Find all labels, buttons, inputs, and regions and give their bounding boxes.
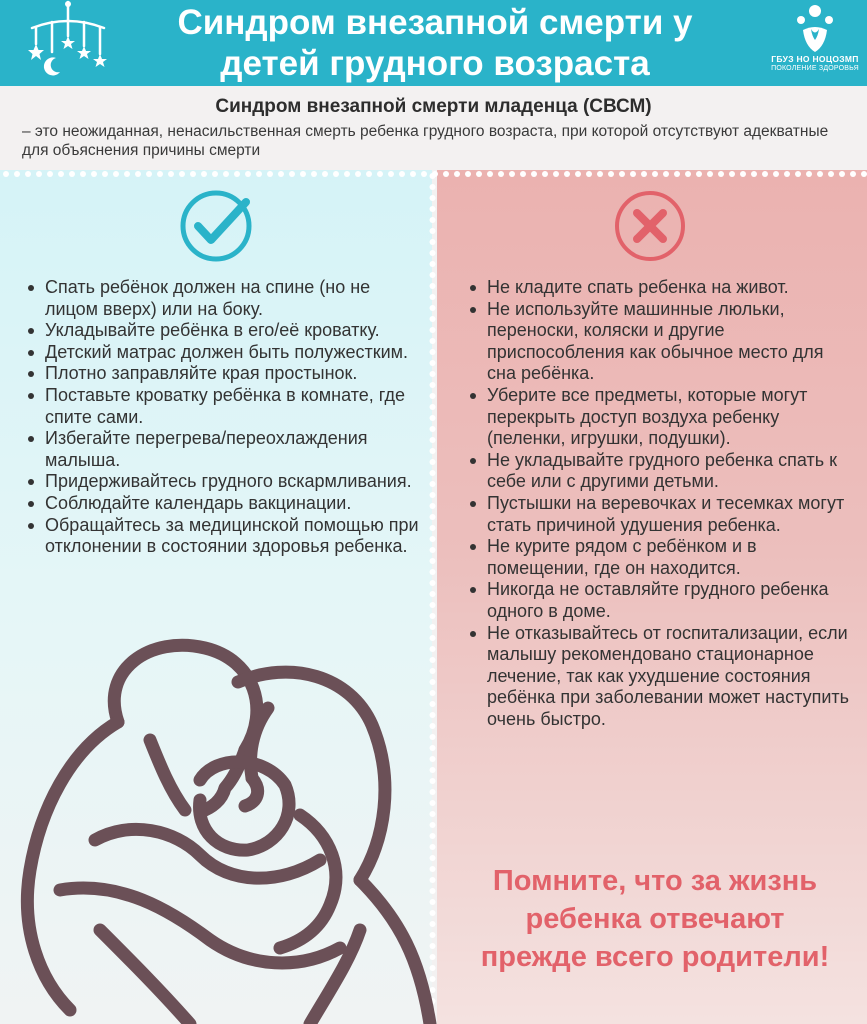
do-item: Соблюдайте календарь вакцинации.	[23, 493, 421, 515]
do-list	[23, 277, 421, 558]
definition-text: – это неожиданная, ненасильственная смерть ребенка грудного возраста, при которой отсутствуют адекватные для объяснения причины смерти	[22, 123, 829, 159]
do-item: Избегайте перегрева/переохлаждения малыша.	[23, 428, 421, 471]
reminder-line: прежде всего родители!	[480, 941, 830, 973]
do-item: Обращайтесь за медицинской помощью при отклонении в состоянии здоровья ребенка.	[23, 515, 421, 558]
reminder-line: Помните, что за жизнь	[492, 865, 818, 897]
do-item: Укладывайте ребёнка в его/её кроватку.	[23, 320, 421, 342]
dont-item: Не кладите спать ребенка на живот.	[465, 277, 855, 299]
dont-item: Пустышки на веревочках и тесемках могут стать причиной удушения ребенка.	[465, 493, 855, 536]
reminder-line: ребенка отвечают	[525, 903, 785, 935]
definition-title: Синдром внезапной смерти младенца (СВСМ)	[215, 96, 652, 117]
do-item: Детский матрас должен быть полужестким.	[23, 342, 421, 364]
dont-list	[465, 277, 855, 730]
organization-logo	[765, 2, 865, 72]
dont-item: Не отказывайтесь от госпитализации, если малышу рекомендовано стационарное лечение, так как ухудшение состояния ребёнка при заболевании может наступить очень быстро.	[465, 623, 855, 731]
family-logo-icon	[785, 2, 845, 54]
reminder-message	[450, 862, 860, 976]
baby-mobile-icon	[22, 0, 112, 84]
do-item: Придерживайтесь грудного вскармливания.	[23, 471, 421, 493]
do-item: Поставьте кроватку ребёнка в комнате, где спите сами.	[23, 385, 421, 428]
header-banner	[0, 0, 867, 86]
dont-item: Никогда не оставляйте грудного ребенка одного в доме.	[465, 579, 855, 622]
dont-item: Уберите все предметы, которые могут перекрыть доступ воздуха ребенку (пеленки, игрушки, подушки).	[465, 385, 855, 450]
do-item: Спать ребёнок должен на спине (но не лицом вверх) или на боку.	[23, 277, 421, 320]
logo-subtitle: ПОКОЛЕНИЕ ЗДОРОВЬЯ	[771, 65, 859, 72]
dont-item: Не укладывайте грудного ребенка спать к себе или с другими детьми.	[465, 450, 855, 493]
parents-holding-baby-illustration	[0, 630, 445, 1024]
do-item: Плотно заправляйте края простынок.	[23, 363, 421, 385]
page-title: Синдром внезапной смерти у детей грудного возраста	[177, 3, 693, 83]
logo-organization-name: ГБУЗ НО НОЦОЗМП	[771, 54, 859, 64]
cross-icon	[612, 188, 688, 264]
checkmark-icon	[178, 188, 254, 264]
dont-item: Не используйте машинные люльки, переноски, коляски и другие приспособления как обычное место для сна ребёнка.	[465, 299, 855, 385]
dont-item: Не курите рядом с ребёнком и в помещении, где он находится.	[465, 536, 855, 579]
